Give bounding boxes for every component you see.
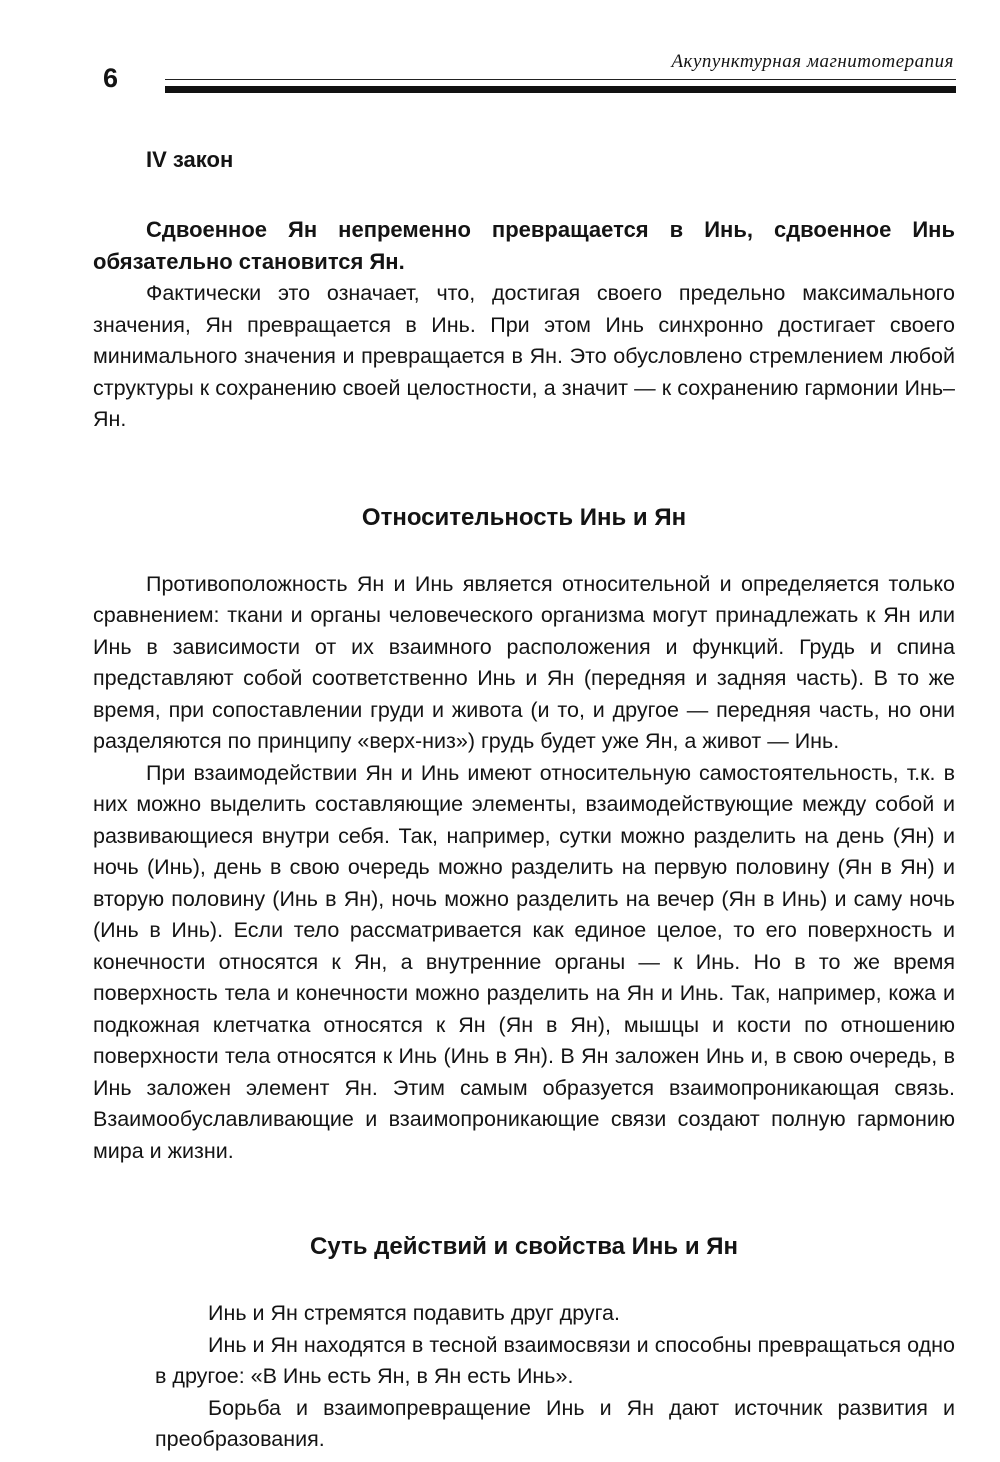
- law-title: IV закон: [146, 147, 234, 172]
- law-statement: Сдвоенное Ян непременно превращается в Инь, сдвоенное Инь обязательно становится Ян.: [93, 217, 955, 274]
- relativity-paragraph-1: Противоположность Ян и Инь является относительной и определяется только сравнением: ткани и органы человеческого организма могут принадлежать к Ян или Инь в зависимости от их взаимного расположения и функций. Грудь и спина представляют собой соответственно Инь и Ян (передняя и задняя часть). В то же время, при сопоставлении груди и живота (и то, и другое — передняя часть, но они разделяются по принципу «верх-низ») грудь будет уже Ян, а живот — Инь.: [93, 571, 955, 753]
- header-rule-thick: [165, 86, 956, 93]
- page-number: 6: [103, 63, 119, 93]
- running-title: Акупунктурная магнитотерапия: [671, 51, 954, 72]
- law-explanation: Фактически это означает, что, достигая своего предельно максимального значения, Ян превращается в Инь. При этом Инь синхронно достигает своего минимального значения и превращается в Ян. Это обусловлено стремлением любой структуры к сохранению своей целостности, а значит — к сохранению гармонии Инь–Ян.: [93, 281, 955, 431]
- page-body: [93, 140, 955, 1456]
- essence-paragraph-2: Инь и Ян находятся в тесной взаимосвязи и способны превращаться одно в другое: «В Инь есть Ян, в Ян есть Инь».: [155, 1332, 955, 1388]
- relativity-paragraph-2: При взаимодействии Ян и Инь имеют относительную самостоятельность, т.к. в них можно выделить составляющие элементы, взаимодействующие между собой и развивающиеся внутри себя. Так, например, сутки можно разделить на день (Ян) и ночь (Инь), день в свою очередь можно разделить на первую половину (Ян в Ян) и вторую половину (Инь в Ян), ночь можно разделить на вечер (Ян в Инь) и саму ночь (Инь в Инь). Если тело рассматривается как единое целое, то его поверхность и конечности относятся к Ян, а внутренние органы — к Инь. Но в то же время поверхность тела и конечности можно разделить на Ян и Инь. Так, например, кожа и подкожная клетчатка относятся к Ян (Ян в Ян), мышцы и кости по отношению поверхности тела относятся к Инь (Инь в Ян). В Ян заложен Инь и, в свою очередь, в Инь заложен элемент Ян. Этим самым образуется взаимопроникающая связь. Взаимообуславливающие и взаимопроникающие связи создают полную гармонию мира и жизни.: [93, 760, 955, 1163]
- section-heading-essence: Суть действий и свойства Инь и Ян: [309, 1233, 739, 1260]
- essence-list: [155, 1298, 955, 1456]
- essence-paragraph-1: Инь и Ян стремятся подавить друг друга.: [208, 1301, 620, 1325]
- essence-paragraph-3: Борьба и взаимопревращение Инь и Ян дают источник развития и преобразования.: [155, 1395, 955, 1451]
- section-heading-relativity: Относительность Инь и Ян: [361, 503, 687, 531]
- header-rule-thin: [165, 79, 956, 80]
